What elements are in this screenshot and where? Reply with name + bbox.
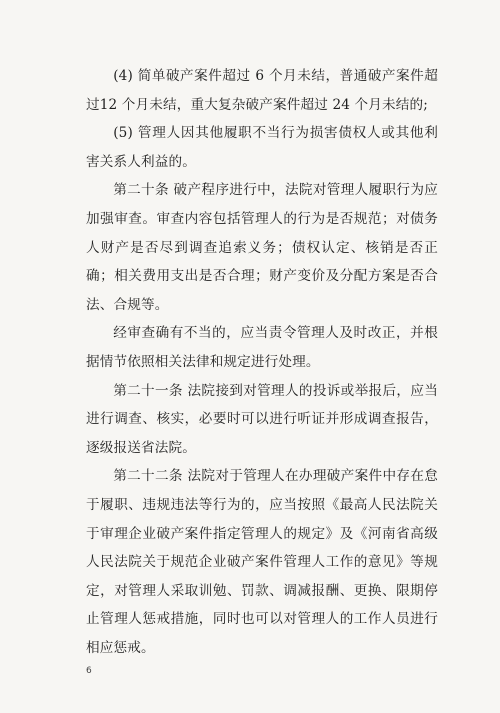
paragraph-item-5: (5) 管理人因其他履职不当行为损害债权人或其他利害关系人利益的。 (86, 125, 438, 170)
page-number: 6 (86, 666, 92, 676)
paragraph-review-result: 经审查确有不当的，应当责令管理人及时改正，并根据情节依照相关法律和规定进行处理。 (86, 325, 438, 370)
paragraph-article-20: 第二十条 破产程序进行中，法院对管理人履职行为应加强审查。审查内容包括管理人的行为是否规范；对债务人财产是否尽到调查追索义务；债权认定、核销是否正确；相关费用支出是否合理；财产变价及分配方案是否合法、合规等。 (86, 182, 438, 313)
paragraph-article-22: 第二十二条 法院对于管理人在办理破产案件中存在怠于履职、违规违法等行为的，应当按照《最高人民法院关于审理企业破产案件指定管理人的规定》及《河南省高级人民法院关于规范企业破产案件管理人工作的意见》等规定，对管理人采取训勉、罚款、调减报酬、更换、限期停止管理人惩戒措施，同时也可以对管理人的工作人员进行相应惩戒。 (86, 468, 438, 656)
paragraph-item-4: (4) 简单破产案件超过 6 个月未结，普通破产案件超过12 个月未结，重大复杂破产案件超过 24 个月未结的; (86, 68, 438, 113)
paragraph-article-21: 第二十一条 法院接到对管理人的投诉或举报后，应当进行调查、核实，必要时可以进行听证并形成调查报告，逐级报送省法院。 (86, 382, 438, 456)
document-body (86, 62, 438, 662)
